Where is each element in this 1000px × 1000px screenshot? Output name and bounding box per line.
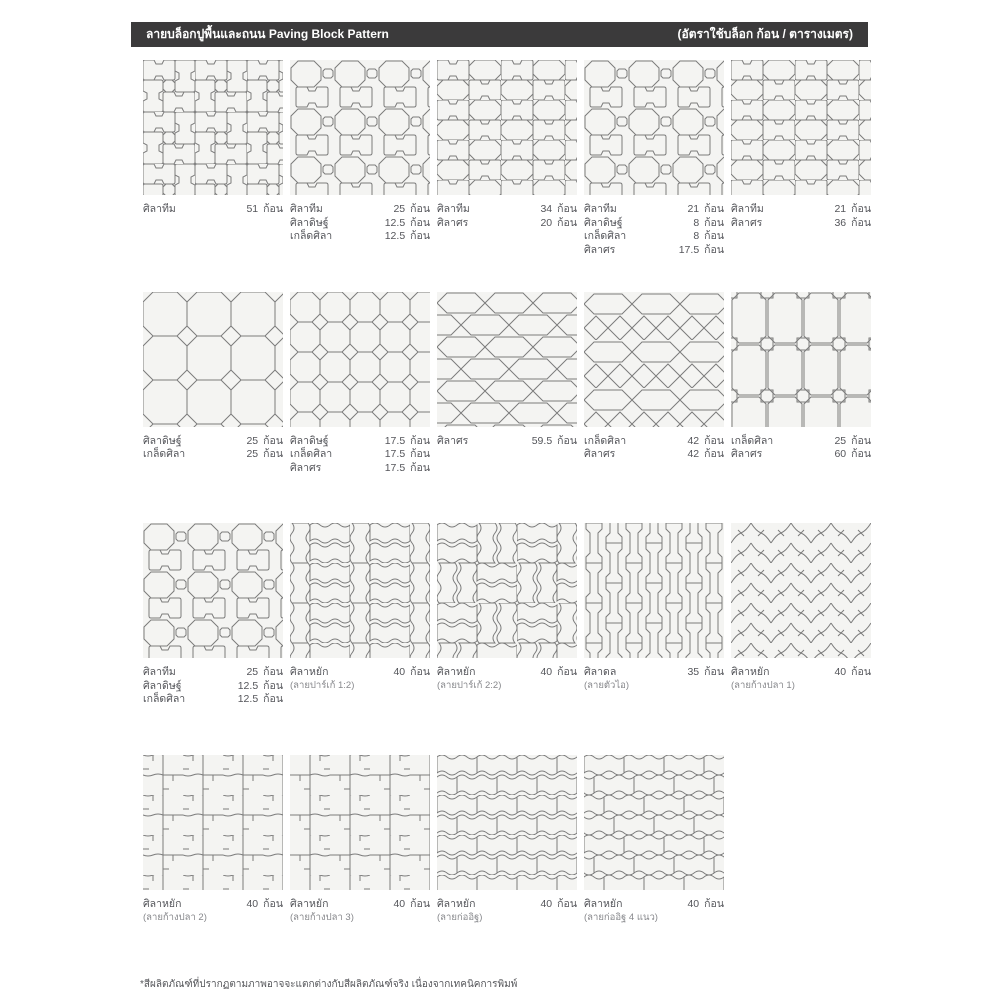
quantity-value: 12.5 xyxy=(237,693,259,706)
quantity-value: 34 xyxy=(540,203,553,215)
pattern-swatch xyxy=(143,755,283,890)
pattern-row xyxy=(143,523,883,755)
product-quantity xyxy=(232,435,283,449)
product-line xyxy=(584,898,724,912)
pattern-swatch xyxy=(143,292,283,427)
product-name: ศิลาหยัก xyxy=(290,898,329,911)
pattern-swatch xyxy=(731,523,871,658)
quantity-value: 20 xyxy=(540,216,553,229)
quantity-value: 17.5 xyxy=(384,434,406,447)
pattern-tile xyxy=(290,755,430,924)
pattern-swatch xyxy=(290,292,430,427)
product-name: ศิลาดิษฐ์ xyxy=(290,434,329,447)
tile-labels xyxy=(143,435,283,462)
product-quantity xyxy=(526,666,577,680)
quantity-value: 40 xyxy=(540,898,553,911)
product-line xyxy=(290,666,430,680)
tile-labels xyxy=(584,898,724,924)
product-name: ศิลาทีม xyxy=(143,666,176,679)
tile-labels xyxy=(437,435,577,449)
product-line xyxy=(584,666,724,680)
product-quantity xyxy=(526,898,577,912)
pattern-swatch xyxy=(290,60,430,195)
product-name: เกล็ดศิลา xyxy=(584,230,627,242)
quantity-unit: ก้อน xyxy=(557,898,577,911)
pattern-swatch xyxy=(584,292,724,427)
product-line xyxy=(584,203,724,217)
product-name: ศิลาดิษฐ์ xyxy=(143,434,182,447)
product-line xyxy=(290,230,430,244)
product-name: ศิลาทีม xyxy=(731,203,764,215)
pattern-swatch xyxy=(584,523,724,658)
tile-labels xyxy=(290,898,430,924)
pattern-layout-note: (ลายก้างปลา 1) xyxy=(731,679,795,691)
product-quantity xyxy=(820,435,871,449)
product-quantity xyxy=(673,666,724,680)
quantity-unit: ก้อน xyxy=(410,434,430,447)
quantity-unit: ก้อน xyxy=(704,243,724,256)
product-name: ศิลาหยัก xyxy=(584,898,623,911)
quantity-value: 12.5 xyxy=(384,216,406,229)
quantity-unit: ก้อน xyxy=(557,216,577,229)
product-name: ศิลาศร xyxy=(290,461,322,474)
product-quantity xyxy=(820,666,871,680)
tile-labels xyxy=(290,666,430,692)
product-line xyxy=(290,462,430,476)
page-title: ลายบล็อกปูพื้นและถนน Paving Block Pattern xyxy=(146,27,389,41)
tile-labels xyxy=(731,666,871,692)
product-quantity xyxy=(820,217,871,231)
product-line xyxy=(143,203,283,217)
pattern-tile xyxy=(437,755,577,924)
quantity-value: 40 xyxy=(540,666,553,679)
product-name: ศิลาหยัก xyxy=(731,666,770,679)
quantity-unit: ก้อน xyxy=(704,666,724,679)
product-line xyxy=(584,217,724,231)
quantity-unit: ก้อน xyxy=(410,448,430,461)
pattern-tile xyxy=(143,292,283,476)
pattern-tile xyxy=(731,523,871,707)
quantity-unit: ก้อน xyxy=(557,666,577,679)
product-line xyxy=(584,448,724,462)
tile-labels xyxy=(584,666,724,692)
header-bar xyxy=(131,22,868,47)
quantity-value: 17.5 xyxy=(384,448,406,461)
quantity-unit: ก้อน xyxy=(704,230,724,242)
pattern-tile xyxy=(143,523,283,707)
pattern-swatch xyxy=(290,755,430,890)
product-quantity xyxy=(673,898,724,912)
pattern-layout-note: (ลายก้างปลา 3) xyxy=(290,911,354,923)
product-quantity xyxy=(232,203,283,217)
pattern-swatch xyxy=(584,60,724,195)
pattern-tile xyxy=(584,755,724,924)
tile-labels xyxy=(437,898,577,924)
product-quantity xyxy=(673,230,724,244)
quantity-value: 40 xyxy=(393,898,406,911)
quantity-unit: ก้อน xyxy=(263,693,283,706)
quantity-value: 21 xyxy=(687,203,700,215)
quantity-value: 60 xyxy=(834,448,847,461)
pattern-tile xyxy=(290,60,430,257)
pattern-layout-note: (ลายก่ออิฐ) xyxy=(437,911,483,923)
quantity-value: 36 xyxy=(834,216,847,229)
quantity-unit: ก้อน xyxy=(851,434,871,447)
pattern-swatch xyxy=(731,292,871,427)
product-line xyxy=(290,448,430,462)
product-line xyxy=(731,203,871,217)
product-quantity xyxy=(379,448,430,462)
quantity-unit: ก้อน xyxy=(851,216,871,229)
product-line xyxy=(731,217,871,231)
pattern-layout-note: (ลายตัวไอ) xyxy=(584,679,630,691)
quantity-unit: ก้อน xyxy=(263,434,283,447)
tile-labels xyxy=(143,666,283,707)
quantity-unit: ก้อน xyxy=(410,666,430,679)
pattern-tile xyxy=(143,755,283,924)
quantity-unit: ก้อน xyxy=(851,666,871,679)
product-line xyxy=(437,666,577,680)
pattern-tile xyxy=(437,523,577,707)
tile-labels xyxy=(290,203,430,244)
product-quantity xyxy=(379,666,430,680)
product-line xyxy=(143,448,283,462)
tile-labels xyxy=(143,898,283,924)
pattern-swatch xyxy=(143,60,283,195)
quantity-unit: ก้อน xyxy=(704,203,724,215)
pattern-tile xyxy=(731,292,871,476)
pattern-tile xyxy=(731,60,871,257)
product-name: เกล็ดศิลา xyxy=(731,434,774,447)
quantity-unit: ก้อน xyxy=(263,679,283,692)
pattern-row xyxy=(143,755,883,924)
product-line xyxy=(143,898,283,912)
product-quantity xyxy=(379,898,430,912)
product-quantity xyxy=(379,203,430,217)
quantity-value: 42 xyxy=(687,448,700,461)
product-name: ศิลาทีม xyxy=(584,203,617,215)
product-name: ศิลาหยัก xyxy=(437,898,476,911)
quantity-value: 8 xyxy=(693,230,700,242)
pattern-layout-note: (ลายปาร์เก้ 1:2) xyxy=(290,679,355,691)
quantity-value: 51 xyxy=(246,203,259,215)
product-name: เกล็ดศิลา xyxy=(584,434,627,447)
product-name: ศิลาทีม xyxy=(143,203,176,215)
product-line xyxy=(437,898,577,912)
quantity-value: 25 xyxy=(246,434,259,447)
quantity-value: 25 xyxy=(834,434,847,447)
product-line xyxy=(290,203,430,217)
quantity-unit: ก้อน xyxy=(851,448,871,461)
product-line xyxy=(584,230,724,244)
quantity-value: 42 xyxy=(687,434,700,447)
product-line xyxy=(731,448,871,462)
quantity-value: 12.5 xyxy=(384,230,406,242)
product-name: ศิลาศร xyxy=(437,216,469,229)
product-quantity xyxy=(673,203,724,217)
quantity-value: 25 xyxy=(246,666,259,679)
quantity-unit: ก้อน xyxy=(704,898,724,911)
quantity-unit: ก้อน xyxy=(410,898,430,911)
quantity-value: 40 xyxy=(687,898,700,911)
quantity-unit: ก้อน xyxy=(410,216,430,229)
product-name: ศิลาหยัก xyxy=(143,898,182,911)
pattern-tile xyxy=(143,60,283,257)
pattern-row xyxy=(143,292,883,524)
pattern-layout-note: (ลายปาร์เก้ 2:2) xyxy=(437,679,502,691)
quantity-unit: ก้อน xyxy=(704,448,724,461)
rate-note: (อัตราใช้บล็อก ก้อน / ตารางเมตร) xyxy=(677,27,853,41)
pattern-tile xyxy=(584,523,724,707)
product-quantity xyxy=(232,693,283,707)
product-name: ศิลาศร xyxy=(584,448,616,461)
tile-labels xyxy=(584,435,724,462)
quantity-value: 35 xyxy=(687,666,700,679)
quantity-unit: ก้อน xyxy=(263,448,283,461)
quantity-unit: ก้อน xyxy=(410,461,430,474)
product-quantity xyxy=(379,435,430,449)
tile-labels xyxy=(731,203,871,230)
product-name: ศิลาทีม xyxy=(437,203,470,215)
product-quantity xyxy=(379,217,430,231)
product-line xyxy=(584,435,724,449)
pattern-swatch xyxy=(437,292,577,427)
pattern-layout-note: (ลายก้างปลา 2) xyxy=(143,911,207,923)
product-quantity xyxy=(232,448,283,462)
product-quantity xyxy=(820,448,871,462)
quantity-value: 40 xyxy=(393,666,406,679)
tile-labels xyxy=(584,203,724,257)
product-line xyxy=(290,898,430,912)
quantity-value: 40 xyxy=(834,666,847,679)
product-quantity xyxy=(379,230,430,244)
quantity-unit: ก้อน xyxy=(557,203,577,215)
product-quantity xyxy=(232,898,283,912)
product-line xyxy=(143,680,283,694)
product-name: ศิลาดล xyxy=(584,666,617,679)
pattern-row xyxy=(143,60,883,292)
product-name: เกล็ดศิลา xyxy=(143,448,186,461)
product-name: เกล็ดศิลา xyxy=(290,230,333,242)
quantity-unit: ก้อน xyxy=(704,216,724,229)
product-name: ศิลาดิษฐ์ xyxy=(290,216,329,229)
pattern-grid xyxy=(143,60,883,924)
quantity-unit: ก้อน xyxy=(263,898,283,911)
tile-labels xyxy=(290,435,430,476)
pattern-layout-note: (ลายก่ออิฐ 4 แนว) xyxy=(584,911,658,923)
product-quantity xyxy=(673,244,724,258)
product-line xyxy=(143,435,283,449)
product-name: ศิลาศร xyxy=(731,216,763,229)
product-quantity xyxy=(673,448,724,462)
quantity-value: 8 xyxy=(693,216,700,229)
tile-labels xyxy=(437,666,577,692)
quantity-value: 59.5 xyxy=(531,434,553,447)
product-quantity xyxy=(820,203,871,217)
pattern-tile xyxy=(437,60,577,257)
product-quantity xyxy=(673,217,724,231)
product-line xyxy=(731,435,871,449)
pattern-tile xyxy=(584,60,724,257)
product-line xyxy=(143,693,283,707)
quantity-unit: ก้อน xyxy=(263,203,283,215)
quantity-unit: ก้อน xyxy=(851,203,871,215)
product-name: ศิลาศร xyxy=(731,448,763,461)
pattern-swatch xyxy=(437,755,577,890)
product-line xyxy=(143,666,283,680)
pattern-tile xyxy=(437,292,577,476)
quantity-value: 17.5 xyxy=(678,243,700,256)
quantity-unit: ก้อน xyxy=(410,203,430,215)
product-quantity xyxy=(526,203,577,217)
product-line xyxy=(584,244,724,258)
pattern-swatch xyxy=(584,755,724,890)
product-quantity xyxy=(232,680,283,694)
product-line xyxy=(290,217,430,231)
pattern-swatch xyxy=(437,60,577,195)
product-name: ศิลาดิษฐ์ xyxy=(584,216,623,229)
pattern-tile xyxy=(584,292,724,476)
product-name: ศิลาหยัก xyxy=(437,666,476,679)
quantity-value: 25 xyxy=(246,448,259,461)
pattern-swatch xyxy=(143,523,283,658)
tile-labels xyxy=(143,203,283,217)
product-name: ศิลาดิษฐ์ xyxy=(143,679,182,692)
product-line xyxy=(437,203,577,217)
pattern-swatch xyxy=(437,523,577,658)
product-line xyxy=(731,666,871,680)
quantity-value: 21 xyxy=(834,203,847,215)
quantity-unit: ก้อน xyxy=(557,434,577,447)
product-name: เกล็ดศิลา xyxy=(143,693,186,706)
product-line xyxy=(437,435,577,449)
quantity-value: 40 xyxy=(246,898,259,911)
quantity-unit: ก้อน xyxy=(704,434,724,447)
pattern-tile xyxy=(290,523,430,707)
product-quantity xyxy=(673,435,724,449)
pattern-swatch xyxy=(290,523,430,658)
tile-labels xyxy=(731,435,871,462)
pattern-tile xyxy=(290,292,430,476)
quantity-value: 12.5 xyxy=(237,679,259,692)
product-line xyxy=(437,217,577,231)
product-name: เกล็ดศิลา xyxy=(290,448,333,461)
product-name: ศิลาศร xyxy=(437,434,469,447)
product-quantity xyxy=(379,462,430,476)
product-name: ศิลาศร xyxy=(584,243,616,256)
tile-labels xyxy=(437,203,577,230)
quantity-unit: ก้อน xyxy=(263,666,283,679)
product-line xyxy=(290,435,430,449)
footer-note: *สีผลิตภัณฑ์ที่ปรากฏตามภาพอาจจะแตกต่างกับสีผลิตภัณฑ์จริง เนื่องจากเทคนิคการพิมพ์ xyxy=(140,979,518,990)
quantity-value: 17.5 xyxy=(384,461,406,474)
product-quantity xyxy=(526,435,577,449)
quantity-value: 25 xyxy=(393,203,406,215)
product-name: ศิลาทีม xyxy=(290,203,323,215)
pattern-swatch xyxy=(731,60,871,195)
product-quantity xyxy=(526,217,577,231)
product-name: ศิลาหยัก xyxy=(290,666,329,679)
quantity-unit: ก้อน xyxy=(410,230,430,242)
product-quantity xyxy=(232,666,283,680)
